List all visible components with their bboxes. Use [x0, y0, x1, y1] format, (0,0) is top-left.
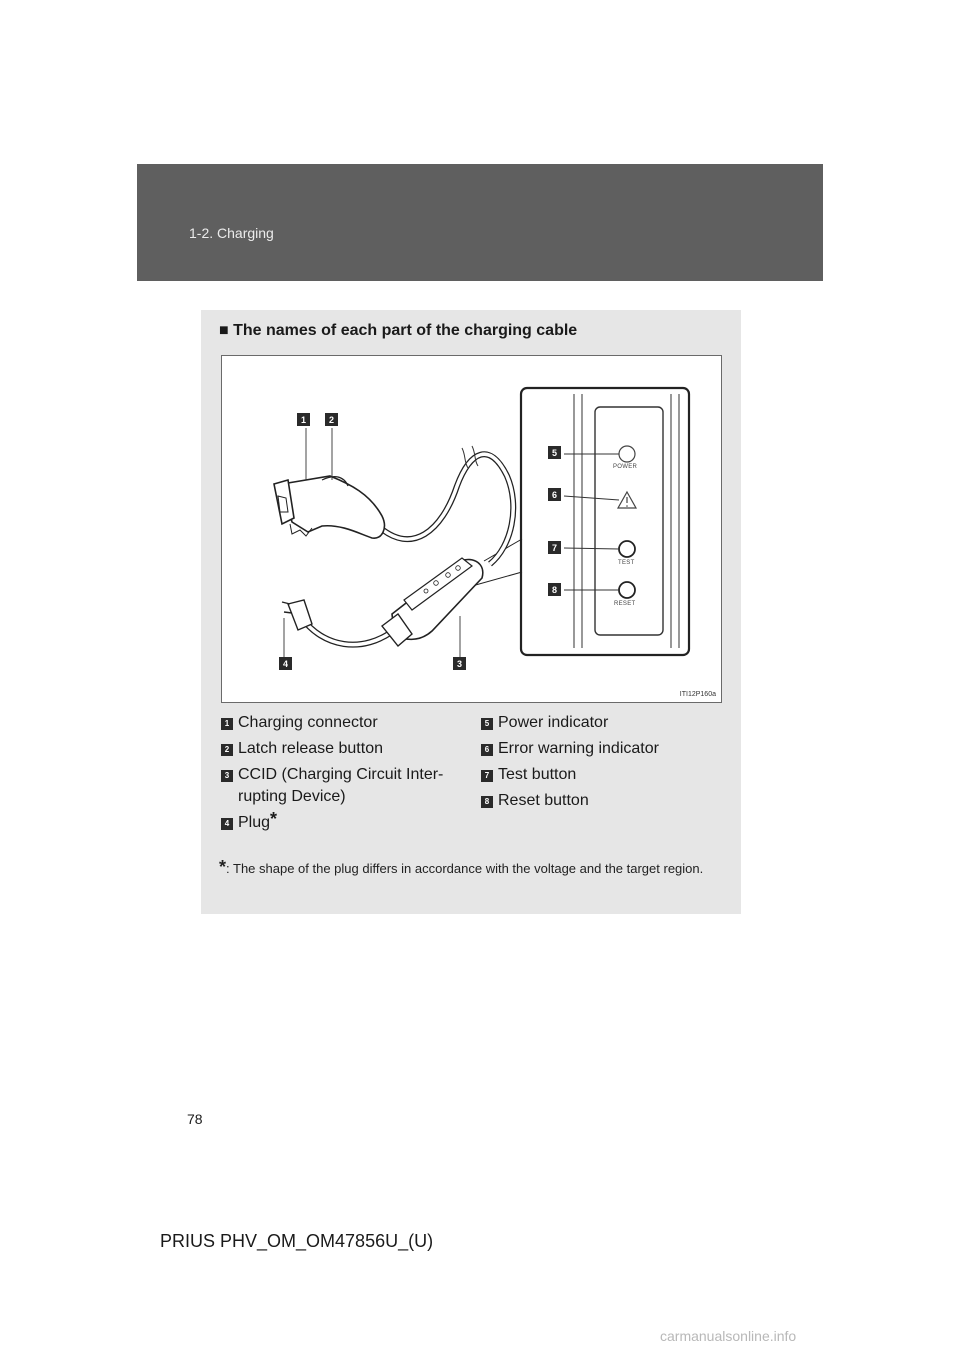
footnote-marker: *: [270, 809, 278, 829]
legend-label: Power indicator: [498, 714, 609, 731]
callout-2: 2: [325, 413, 338, 426]
document-id: PRIUS PHV_OM_OM47856U_(U): [160, 1231, 434, 1251]
legend-label: Reset button: [498, 792, 589, 809]
callout-3: 3: [453, 657, 466, 670]
callout-8: 8: [548, 583, 561, 596]
info-panel: [201, 310, 741, 914]
legend-item-4: [221, 809, 466, 834]
legend-num: 3: [221, 770, 233, 782]
legend-left: [221, 712, 466, 834]
power-label: POWER: [613, 464, 638, 470]
legend-item-8: [481, 790, 726, 812]
header-band: [137, 164, 823, 281]
charging-cable-illustration: [222, 356, 723, 704]
footnote-mark: *: [219, 857, 227, 877]
legend-item-7: [481, 764, 726, 786]
legend-right: [481, 712, 726, 812]
legend-item-5: [481, 712, 726, 734]
callout-6: 6: [548, 488, 561, 501]
legend-label: Plug: [238, 814, 271, 831]
legend-label: Charging connector: [238, 714, 378, 731]
watermark: carmanualsonline.info: [660, 1328, 797, 1344]
legend-num: 2: [221, 744, 233, 756]
legend-item-6: [481, 738, 726, 760]
callout-4: 4: [279, 657, 292, 670]
legend-num: 4: [221, 818, 233, 830]
legend-item-3: [221, 764, 466, 808]
legend-num: 8: [481, 796, 493, 808]
legend-num: 5: [481, 718, 493, 730]
legend-item-1: [221, 712, 466, 734]
legend-label: Latch release button: [238, 740, 383, 757]
callout-5: 5: [548, 446, 561, 459]
page-number: 78: [187, 1111, 203, 1127]
reset-label: RESET: [614, 601, 636, 607]
footnote: [219, 858, 719, 878]
footnote-text: : The shape of the plug differs in accordance with the voltage and the target region.: [226, 861, 704, 876]
section-title: 1-2. Charging: [189, 225, 274, 241]
callout-1: 1: [297, 413, 310, 426]
charging-cable-figure: [221, 355, 722, 703]
panel-title: ■ The names of each part of the charging cable: [219, 322, 578, 339]
legend-label: Test button: [498, 766, 577, 783]
legend-item-2: [221, 738, 466, 760]
test-label: TEST: [618, 560, 635, 566]
figure-id: ITI12P160a: [679, 691, 716, 698]
legend-num: 6: [481, 744, 493, 756]
legend-label: Error warning indicator: [498, 740, 659, 757]
legend-num: 7: [481, 770, 493, 782]
legend-num: 1: [221, 718, 233, 730]
legend-label: CCID (Charging Circuit Inter- rupting Device): [238, 766, 444, 805]
callout-7: 7: [548, 541, 561, 554]
